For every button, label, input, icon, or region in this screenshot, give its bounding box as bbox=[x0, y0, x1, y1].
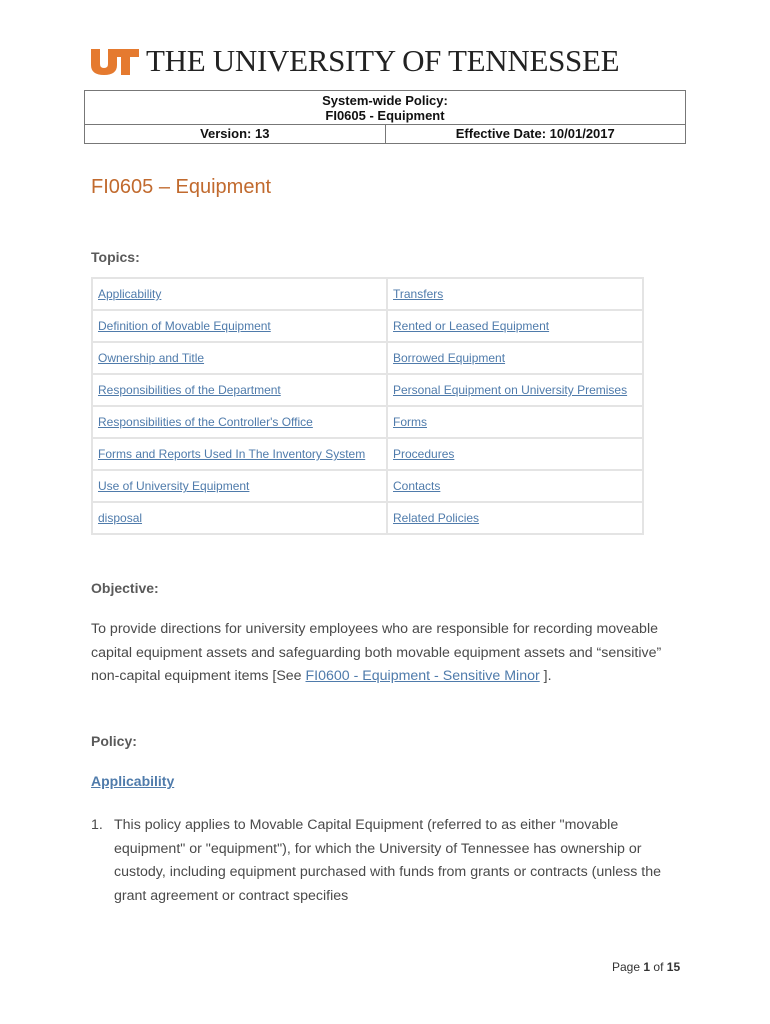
topics-cell bbox=[92, 278, 387, 310]
list-item-number: 1. bbox=[91, 817, 103, 833]
topics-cell bbox=[92, 310, 387, 342]
topics-row bbox=[92, 502, 643, 534]
topic-link[interactable]: Personal Equipment on University Premises bbox=[393, 383, 628, 397]
topics-row bbox=[92, 470, 643, 502]
topic-link[interactable]: Responsibilities of the Department bbox=[98, 383, 281, 397]
topic-link[interactable]: Use of University Equipment bbox=[98, 479, 250, 493]
topic-link[interactable]: Definition of Movable Equipment bbox=[98, 319, 271, 333]
topics-cell bbox=[92, 438, 387, 470]
topics-cell bbox=[92, 502, 387, 534]
fi0600-policy-link[interactable]: FI0600 - Equipment - Sensitive Minor bbox=[305, 668, 540, 684]
topics-cell bbox=[387, 278, 643, 310]
topics-row bbox=[92, 342, 643, 374]
policy-info-box bbox=[84, 90, 686, 144]
topic-link[interactable]: Applicability bbox=[98, 287, 162, 301]
topics-row bbox=[92, 374, 643, 406]
topics-cell bbox=[387, 502, 643, 534]
topics-cell bbox=[387, 374, 643, 406]
topics-table bbox=[91, 277, 644, 535]
list-item-text: This policy applies to Movable Capital Equipment (referred to as either "movable equipment" or "equipment"), for which the University of Tennessee has ownership or custody, including equipment purchased with funds from grants or contracts (unless the grant agreement or contract specifies bbox=[114, 817, 662, 904]
policy-list-item bbox=[91, 814, 681, 908]
page-total: 15 bbox=[666, 960, 681, 974]
policy-version: Version: 13 bbox=[200, 126, 270, 141]
topics-cell bbox=[387, 310, 643, 342]
page-header bbox=[90, 44, 619, 78]
topics-cell bbox=[387, 470, 643, 502]
topic-link[interactable]: Forms bbox=[393, 415, 427, 429]
policy-heading bbox=[85, 91, 685, 124]
topics-row bbox=[92, 438, 643, 470]
objective-text-end: ]. bbox=[539, 668, 552, 684]
topics-cell bbox=[387, 342, 643, 374]
topic-link[interactable]: Procedures bbox=[393, 447, 455, 461]
topic-link[interactable]: Contacts bbox=[393, 479, 441, 493]
topic-link[interactable]: Transfers bbox=[393, 287, 444, 301]
topics-cell bbox=[387, 406, 643, 438]
ut-logo-icon bbox=[90, 46, 140, 76]
objective-text bbox=[91, 618, 691, 689]
topics-row bbox=[92, 406, 643, 438]
page-footer bbox=[612, 960, 680, 974]
topics-row bbox=[92, 310, 643, 342]
topic-link[interactable]: Related Policies bbox=[393, 511, 480, 525]
applicability-heading: Applicability bbox=[91, 773, 175, 789]
policy-effective-date: Effective Date: 10/01/2017 bbox=[385, 125, 686, 143]
page-current: 1 bbox=[643, 960, 651, 974]
topics-cell bbox=[92, 406, 387, 438]
policy-type: System-wide Policy: bbox=[322, 93, 448, 108]
topic-link[interactable]: Rented or Leased Equipment bbox=[393, 319, 550, 333]
topic-link[interactable]: disposal bbox=[98, 511, 143, 525]
topics-heading: Topics: bbox=[91, 249, 140, 265]
objective-text-start: To provide directions for university employees who are responsible for recording moveable capital equipment assets and safeguarding both movable equipment assets and “sensitive” non-capital equipment items [See bbox=[91, 621, 662, 684]
topics-row bbox=[92, 278, 643, 310]
topic-link[interactable]: Responsibilities of the Controller's Office bbox=[98, 415, 313, 429]
of-label: of bbox=[653, 960, 664, 974]
topic-link[interactable]: Forms and Reports Used In The Inventory System bbox=[98, 447, 366, 461]
objective-heading: Objective: bbox=[91, 580, 159, 596]
topics-cell bbox=[387, 438, 643, 470]
policy-section-heading: Policy: bbox=[91, 733, 137, 749]
topics-cell bbox=[92, 342, 387, 374]
topics-cell bbox=[92, 374, 387, 406]
topics-cell bbox=[92, 470, 387, 502]
page-label: Page bbox=[612, 960, 641, 974]
policy-meta-row bbox=[85, 124, 685, 143]
university-name: THE UNIVERSITY OF TENNESSEE bbox=[146, 43, 620, 78]
policy-code: FI0605 - Equipment bbox=[325, 108, 445, 123]
topic-link[interactable]: Borrowed Equipment bbox=[393, 351, 506, 365]
page-title: FI0605 – Equipment bbox=[91, 176, 272, 198]
topic-link[interactable]: Ownership and Title bbox=[98, 351, 205, 365]
